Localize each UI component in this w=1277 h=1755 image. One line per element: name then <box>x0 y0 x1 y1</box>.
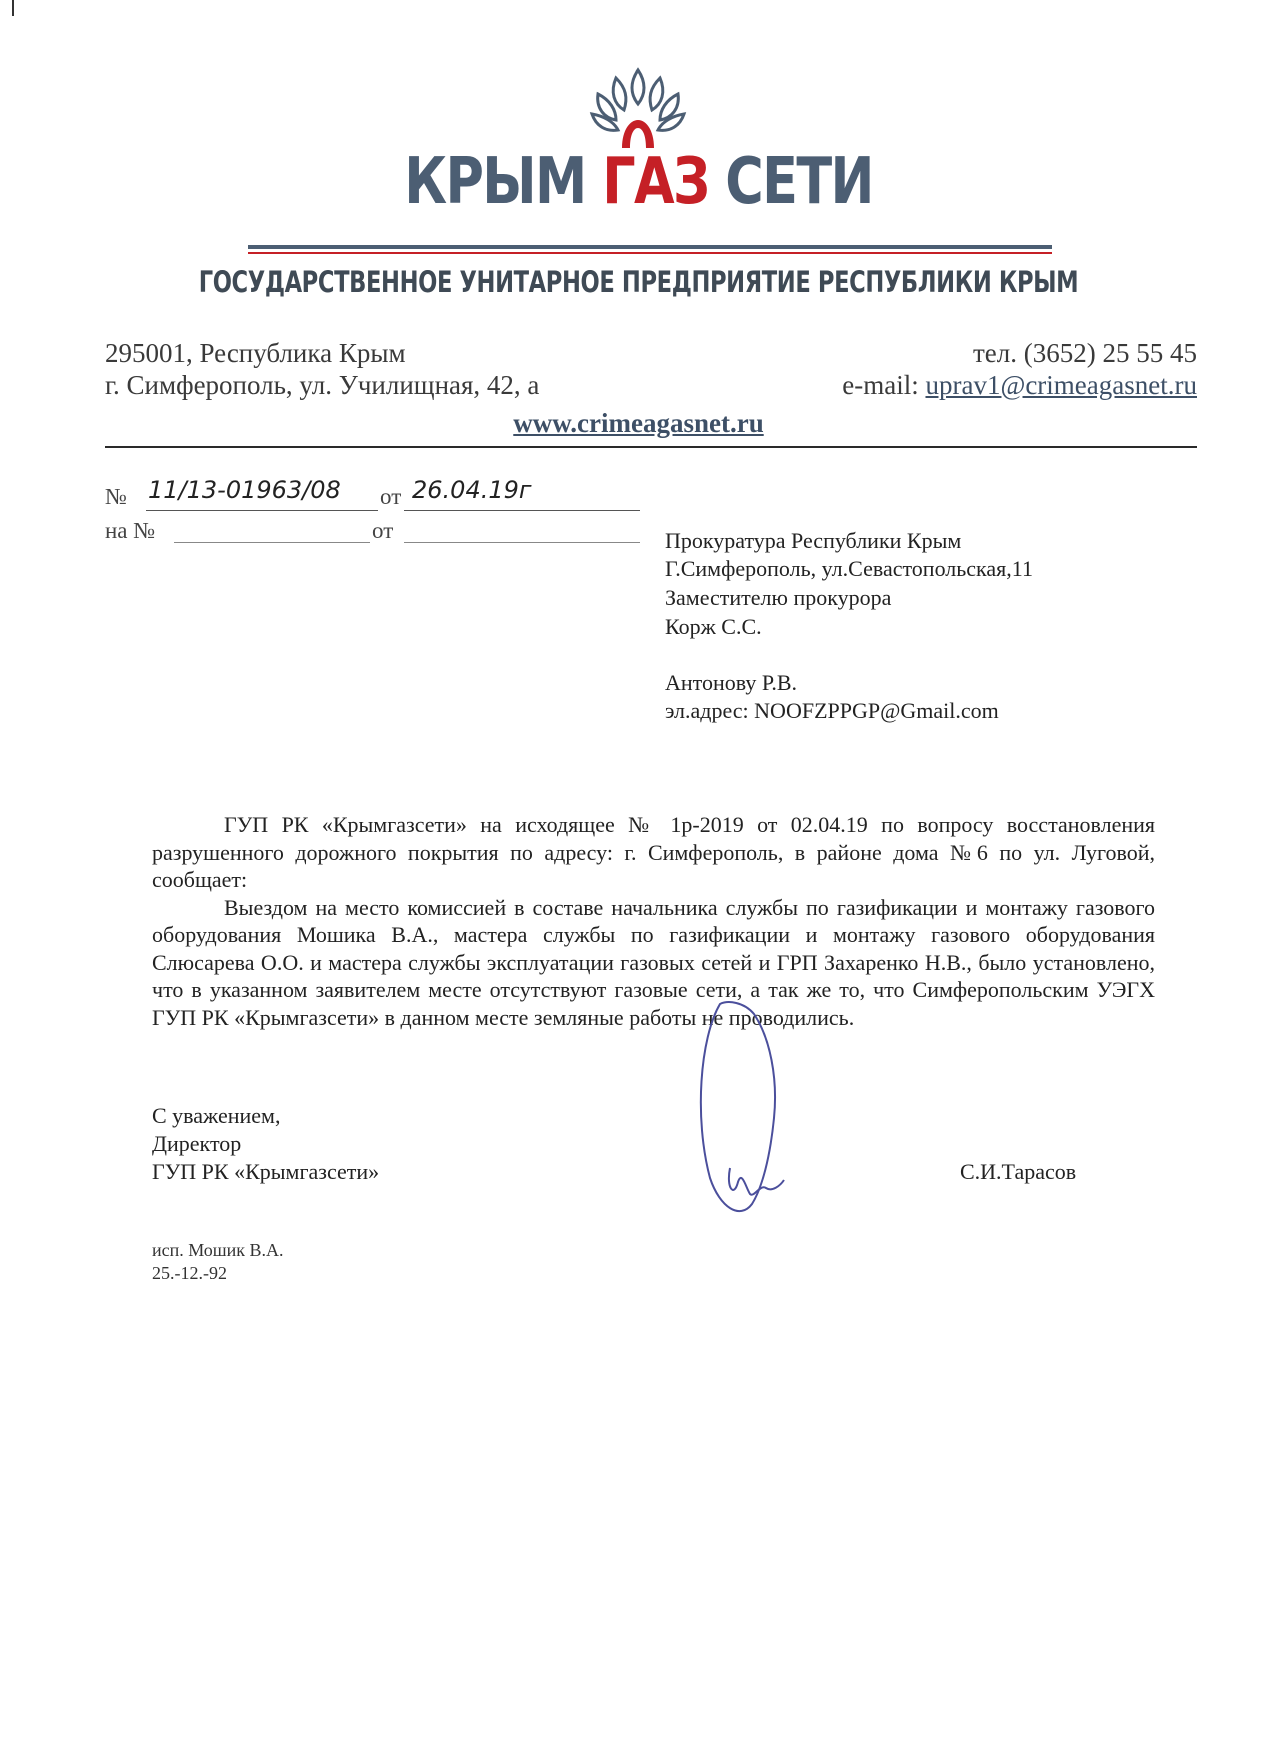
handwritten-signature-icon <box>690 998 800 1228</box>
recipient-line-5: Антонову Р.В. <box>665 670 798 695</box>
address-line-2: г. Симферополь, ул. Училищная, 42, а <box>105 370 540 400</box>
recipient-line-2: Г.Симферополь, ул.Севастопольская,11 <box>665 556 1033 581</box>
closing-phrase: С уважением, <box>152 1103 281 1128</box>
logo-word-krym: КРЫМ <box>404 145 586 219</box>
signer-name: С.И.Тарасов <box>960 1159 1077 1184</box>
recipient-line-6: эл.адрес: NOOFZPPGP@Gmail.com <box>665 698 999 723</box>
recipient-line-1: Прокуратура Республики Крым <box>665 528 962 553</box>
signer-company: ГУП РК «Крымгазсети» <box>152 1159 380 1184</box>
logo-word-seti: СЕТИ <box>725 145 873 219</box>
outgoing-date-value: 26.04.19г <box>412 476 532 504</box>
outgoing-number-underline <box>146 510 378 511</box>
reply-date-underline <box>404 542 640 543</box>
outgoing-number-value: 11/13-01963/08 <box>148 476 341 504</box>
email-label: e-mail: <box>842 370 919 400</box>
outgoing-date-underline <box>404 510 640 511</box>
email-link[interactable]: uprav1@crimeagasnet.ru <box>925 370 1197 400</box>
letter-body <box>152 811 1155 1031</box>
executor-phone: 25.-12.-92 <box>152 1263 227 1283</box>
reply-number-label: на № <box>105 518 156 543</box>
letterhead-rule-accent <box>248 252 1052 254</box>
email-line <box>842 370 1197 401</box>
outgoing-date-label: от <box>380 484 402 509</box>
flame-crown-logo-icon <box>588 64 688 154</box>
company-logo-wordmark <box>115 145 1162 219</box>
logo-word-gaz: ГАЗ <box>602 145 709 219</box>
recipient-line-3: Заместителю прокурора <box>665 585 892 610</box>
scan-edge-mark <box>12 0 14 16</box>
executor-name: исп. Мошик В.А. <box>152 1240 284 1260</box>
outgoing-number-label: № <box>105 484 127 509</box>
letterhead-rule <box>248 245 1052 249</box>
signer-title: Директор <box>152 1131 242 1156</box>
recipient-line-4: Корж С.С. <box>665 614 762 639</box>
reply-number-underline <box>174 542 370 543</box>
phone-number: тел. (3652) 25 55 45 <box>973 338 1197 368</box>
website-link[interactable]: www.crimeagasnet.ru <box>513 408 764 438</box>
organization-title: ГОСУДАРСТВЕННОЕ УНИТАРНОЕ ПРЕДПРИЯТИЕ РЕСПУБЛИКИ КРЫМ <box>198 265 1079 299</box>
address-line-1: 295001, Республика Крым <box>105 338 406 368</box>
body-paragraph-1: ГУП РК «Крымгазсети» на исходящее № 1р-2019 от 02.04.19 по вопросу восстановления разрушенного дорожного покрытия по адресу: г. Симферополь, в районе дома №6 по ул. Луговой, сообщает: <box>152 812 1155 892</box>
body-paragraph-2: Выездом на место комиссией в составе начальника службы по газификации и монтажу газового оборудования Мошика В.А., мастера службы по газификации и монтажу газового оборудования Слюсарева О.О. и мастера службы эксплуатации газовых сетей и ГРП Захаренко Н.В., было установлено, что в указанном заявителем месте отсутствуют газовые сети, а так же то, что Симферопольским УЭГХ ГУП РК «Крымгазсети» в данном месте земляные работы не проводились. <box>152 894 1155 1030</box>
reply-date-label: от <box>372 518 394 543</box>
header-divider <box>105 446 1197 448</box>
